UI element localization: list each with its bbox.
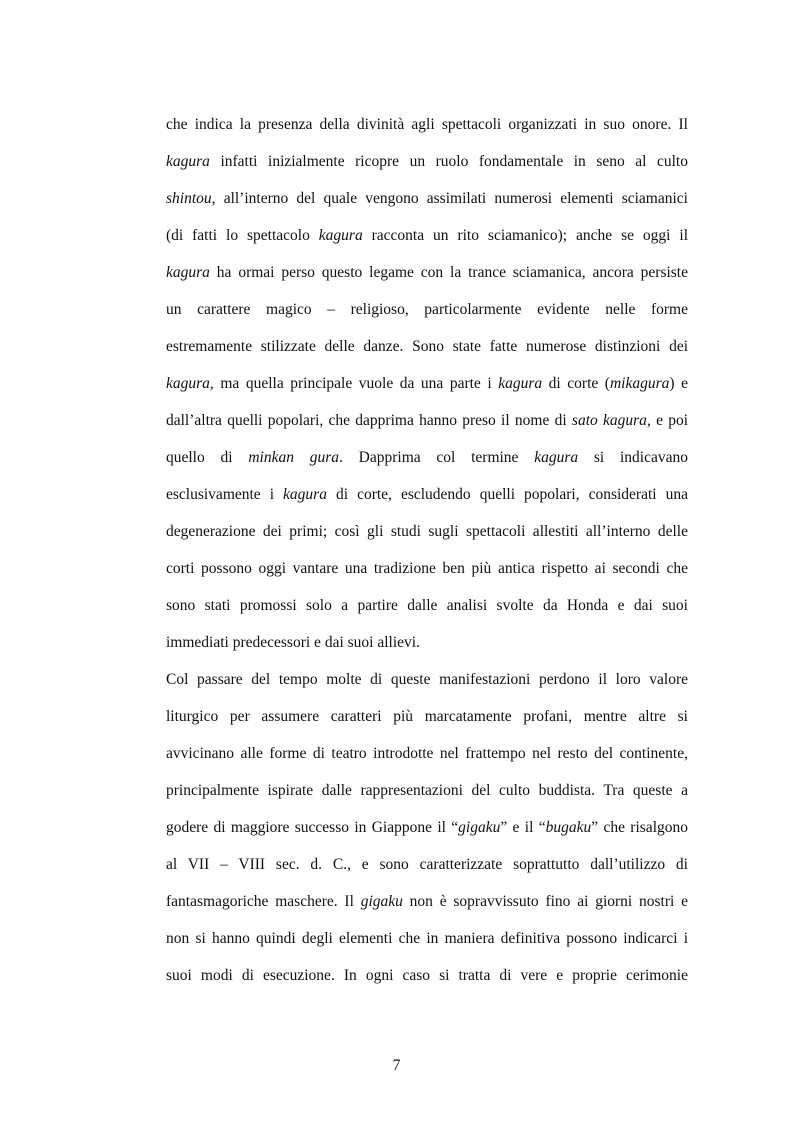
text-line (166, 374, 688, 394)
text-line (166, 485, 688, 505)
page-number: 7 (392, 1057, 401, 1074)
italic-term: kagura (283, 486, 327, 503)
italic-term: minkan gura (248, 449, 340, 466)
text-segment: quello di (166, 449, 249, 466)
text-line (166, 633, 688, 653)
text-segment: Col passare del tempo molte di queste manifestazioni perdono il loro valore (166, 671, 688, 688)
text-segment: racconta un rito sciamanico); anche se oggi il (362, 227, 688, 244)
text-segment: liturgico per assumere caratteri più marcatamente profani, mentre altre si (166, 708, 688, 725)
text-segment: ” e il “ (500, 819, 546, 836)
text-line (166, 522, 688, 542)
text-segment: estremamente stilizzate delle danze. Sono state fatte numerose distinzioni dei (166, 338, 688, 355)
text-line (166, 152, 688, 172)
italic-term: kagura (166, 375, 210, 392)
text-line (166, 966, 688, 986)
italic-term: sato kagura (571, 412, 647, 429)
text-segment: non si hanno quindi degli elementi che in maniera definitiva possono indicarci i (166, 930, 688, 947)
text-line (166, 744, 688, 764)
text-line (166, 411, 688, 431)
italic-term: kagura (498, 375, 543, 392)
text-segment: immediati predecessori e dai suoi allievi. (166, 634, 420, 651)
italic-term: gigaku (360, 893, 403, 910)
text-line (166, 300, 688, 320)
text-line (166, 448, 688, 468)
text-segment: al VII – VIII sec. d. C., e sono caratterizzate soprattutto dall’utilizzo di (166, 856, 688, 873)
text-line (166, 670, 688, 690)
text-line (166, 707, 688, 727)
text-segment: non è sopravvissuto fino ai giorni nostri e (402, 893, 688, 910)
text-line (166, 929, 688, 949)
italic-term: mikagura (609, 375, 670, 392)
text-segment: ) e (669, 375, 688, 392)
text-segment: un carattere magico – religioso, particolarmente evidente nelle forme (166, 301, 688, 318)
text-line (166, 818, 688, 838)
italic-term: kagura (318, 227, 363, 244)
text-segment: degenerazione dei primi; così gli studi sugli spettacoli allestiti all’interno delle (166, 523, 688, 540)
text-segment: infatti inizialmente ricopre un ruolo fondamentale in seno al culto (209, 153, 688, 170)
text-segment: , e poi (646, 412, 688, 429)
text-segment: godere di maggiore successo in Giappone il “ (166, 819, 459, 836)
text-segment: esclusivamente i (166, 486, 284, 503)
text-segment: (di fatti lo spettacolo (166, 227, 319, 244)
italic-term: bugaku (545, 819, 592, 836)
text-line (166, 781, 688, 801)
text-segment: di corte ( (542, 375, 610, 392)
italic-term: gigaku (458, 819, 501, 836)
italic-term: shintou (166, 190, 212, 207)
text-line (166, 855, 688, 875)
italic-term: kagura (166, 153, 210, 170)
italic-term: kagura (534, 449, 579, 466)
text-segment: fantasmagoriche maschere. Il (166, 893, 361, 910)
text-line (166, 559, 688, 579)
text-segment: . Dapprima col termine (339, 449, 535, 466)
text-line (166, 263, 688, 283)
text-segment: di corte, escludendo quelli popolari, considerati una (326, 486, 688, 503)
text-segment: sono stati promossi solo a partire dalle analisi svolte da Honda e dai suoi (166, 597, 688, 614)
text-segment: principalmente ispirate dalle rappresentazioni del culto buddista. Tra queste a (166, 782, 688, 799)
text-segment: , all’interno del quale vengono assimilati numerosi elementi sciamanici (211, 190, 688, 207)
text-segment: , ma quella principale vuole da una parte i (209, 375, 499, 392)
text-segment: ha ormai perso questo legame con la trance sciamanica, ancora persiste (209, 264, 688, 281)
text-line (166, 892, 688, 912)
text-segment: si indicavano (578, 449, 688, 466)
text-segment: dall’altra quelli popolari, che dapprima hanno preso il nome di (166, 412, 572, 429)
text-line (166, 189, 688, 209)
text-line (166, 115, 688, 135)
italic-term: kagura (166, 264, 210, 281)
text-line (166, 337, 688, 357)
text-segment: che indica la presenza della divinità agli spettacoli organizzati in suo onore. Il (166, 116, 688, 133)
text-segment: avvicinano alle forme di teatro introdotte nel frattempo nel resto del continente, (166, 745, 688, 762)
text-line (166, 596, 688, 616)
text-line (166, 226, 688, 246)
text-segment: corti possono oggi vantare una tradizione ben più antica rispetto ai secondi che (166, 560, 688, 577)
text-segment: ” che risalgono (591, 819, 688, 836)
text-segment: suoi modi di esecuzione. In ogni caso si tratta di vere e proprie cerimonie (166, 967, 688, 984)
